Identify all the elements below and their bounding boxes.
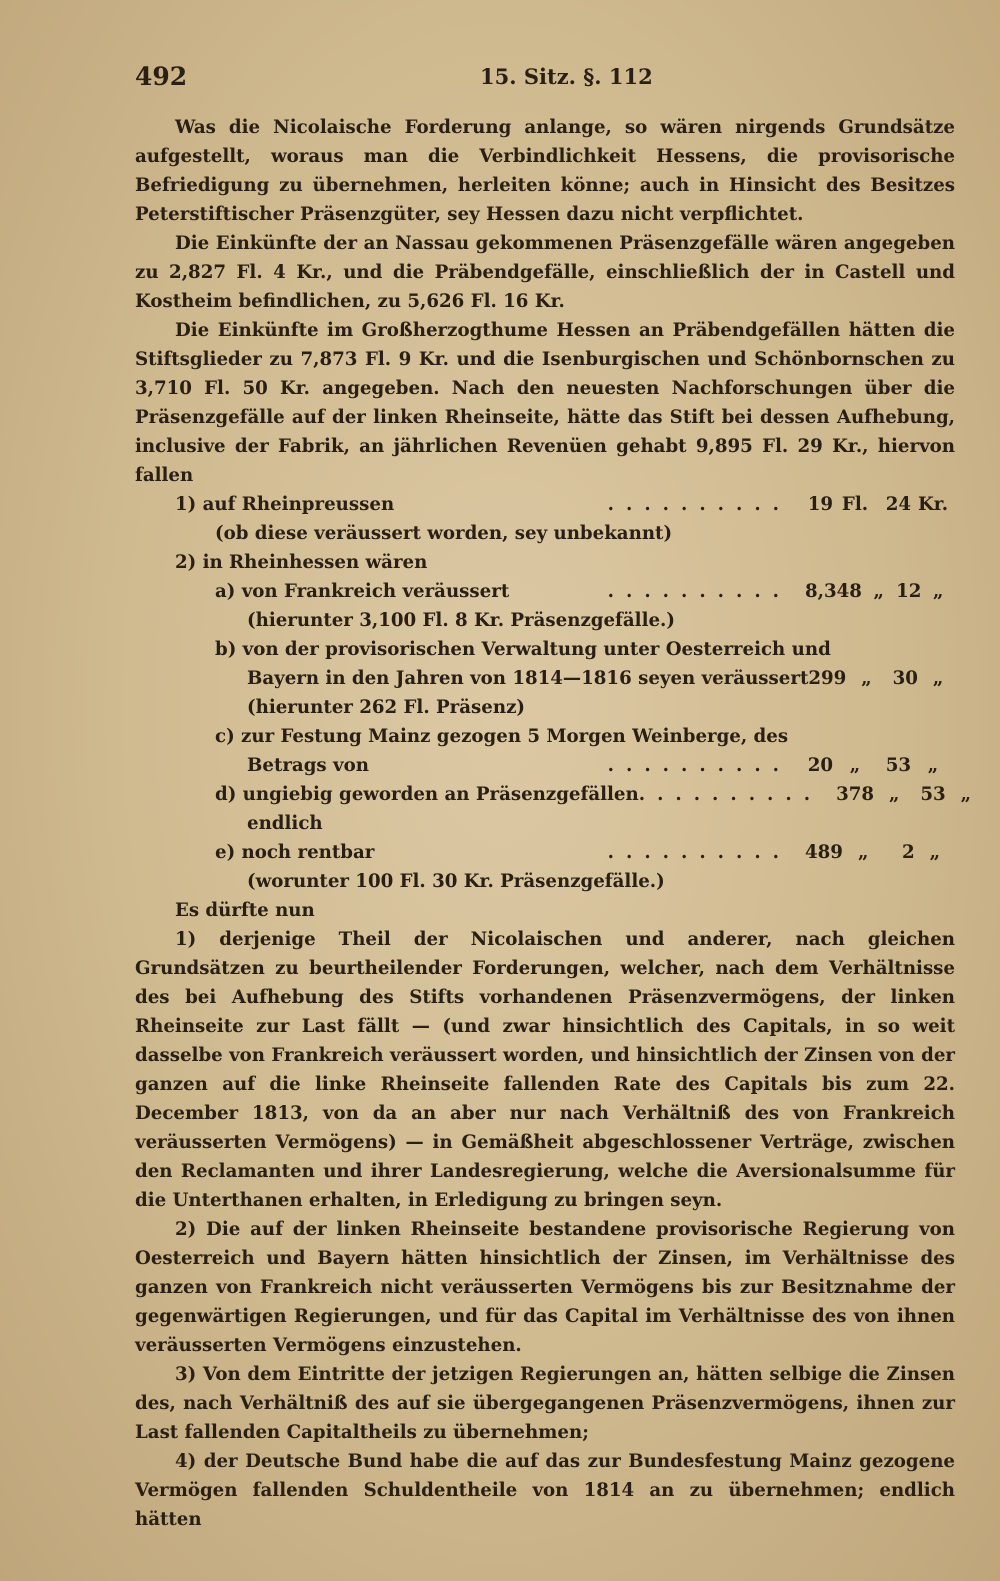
amount-subvalue: 2: [901, 842, 915, 863]
item-label: a) von Frankreich veräussert: [215, 581, 510, 602]
amount-unit: „: [857, 842, 869, 863]
closing-point-2: 2) Die auf der linken Rheinseite bestandene provisorische Regierung von Oesterreich und Bayern hätten hinsichtlich der Zinsen, im Verhältnisse des ganzen von Frankreich nicht veräusserten Vermögens bis zur Besitznahme der gegenwärtigen Regierungen, und für das Capital im Verhältnisse des von ihnen veräusserten Vermögens einzustehen.: [135, 1219, 955, 1356]
item-label: Betrags von: [247, 755, 369, 776]
amount-unit: „: [873, 581, 884, 602]
item-amount: [805, 751, 955, 780]
item-amount: [805, 838, 955, 867]
running-head: 15. Sitz. §. 112: [480, 64, 653, 89]
amount-value: 299: [808, 668, 847, 689]
amount-subvalue: 12: [896, 581, 922, 602]
closing-intro: Es dürfte nun: [175, 900, 315, 921]
body-text: [135, 113, 972, 1534]
item-label: 2) in Rheinhessen wären: [175, 552, 428, 573]
item-note: (worunter 100 Fl. 30 Kr. Präsenzgefälle.): [247, 871, 665, 892]
item-b-line1: b) von der provisorischen Verwaltung unter Oesterreich und: [215, 639, 831, 660]
amount-subvalue: 53: [920, 784, 946, 805]
amount-subunit: „: [932, 668, 944, 689]
item-rheinpreussen: [135, 490, 955, 519]
item-d: [135, 780, 972, 809]
amount-unit: „: [889, 784, 900, 805]
item-rheinhessen: [135, 548, 955, 577]
item-amount: [836, 780, 986, 809]
paragraph-hessen-income: Die Einkünfte im Großherzogthume Hessen an Präbendgefällen hätten die Stiftsglieder zu 7,873 Fl. 9 Kr. und die Isenburgischen und Schönbornschen zu 3,710 Fl. 50 Kr. angegeben. Nach den neuesten Nachforschungen über die Präsenzgefälle auf der linken Rheinseite, hätte das Stift bei dessen Aufhebung, inclusive der Fabrik, an jährlichen Revenüen gehabt 9,895 Fl. 29 Kr., hiervon fallen: [135, 320, 955, 486]
amount-unit: Fl.: [841, 494, 869, 515]
dot-leader: ..........: [607, 755, 791, 776]
dot-leader: ..........: [607, 494, 791, 515]
dot-leader: ..........: [607, 842, 791, 863]
dot-leader: ..........: [638, 784, 823, 805]
amount-subunit: „: [932, 581, 944, 602]
item-c: [135, 751, 955, 780]
amount-value: 19: [807, 494, 833, 515]
amount-subunit: Kr.: [917, 494, 949, 515]
amount-subvalue: 24: [885, 494, 911, 515]
item-note: (hierunter 3,100 Fl. 8 Kr. Präsenzgefälle.): [247, 610, 675, 631]
amount-value: 489: [805, 842, 843, 863]
amount-subvalue: 30: [892, 668, 918, 689]
closing-point-3: 3) Von dem Eintritte der jetzigen Regierungen an, hätten selbige die Zinsen des, nach Verhältniß des auf sie übergegangenen Präsenzvermögens, ihnen zur Last fallenden Capitaltheils zu übernehmen;: [135, 1364, 955, 1443]
item-e: [135, 838, 955, 867]
amount-value: 378: [836, 784, 875, 805]
amount-unit: „: [849, 755, 861, 776]
page-header: [135, 62, 955, 96]
item-a: [135, 577, 955, 606]
item-label: Bayern in den Jahren von 1814—1816 seyen veräussert: [247, 668, 809, 689]
closing-point-4: 4) der Deutsche Bund habe die auf das zur Bundesfestung Mainz gezogene Vermögen fallenden Schuldentheile von 1814 an zu übernehmen; endlich hätten: [135, 1451, 955, 1530]
page-number: 492: [135, 62, 188, 91]
item-label: 1) auf Rheinpreussen: [175, 494, 395, 515]
item-note: endlich: [247, 813, 323, 834]
item-b: [135, 664, 955, 693]
closing-point-1: 1) derjenige Theil der Nicolaischen und anderer, nach gleichen Grundsätzen zu beurtheilender Forderungen, welcher, nach dem Verhältnisse des bei Aufhebung des Stifts vorhandenen Präsenzvermögens, der linken Rheinseite zur Last fällt — (und zwar hinsichtlich des Capitals, in so weit dasselbe von Frankreich veräussert worden, und hinsichtlich der Zinsen von der ganzen auf die linke Rheinseite fallenden Rate des Capitals bis zum 22. December 1813, von da an aber nur nach Verhältniß des von Frankreich veräusserten Vermögens) — in Gemäßheit abgeschlossener Verträge, zwischen den Reclamanten und ihrer Landesregierung, welche die Aversionalsumme für die Unterthanen erhalten, in Erledigung zu bringen seyn.: [135, 929, 955, 1211]
item-c-line1: c) zur Festung Mainz gezogen 5 Morgen Weinberge, des: [215, 726, 789, 747]
amount-subunit: „: [929, 842, 941, 863]
amount-subunit: „: [960, 784, 972, 805]
item-note: (ob diese veräussert worden, sey unbekannt): [215, 523, 673, 544]
amount-subunit: „: [927, 755, 939, 776]
item-amount: [808, 664, 958, 693]
amount-unit: „: [861, 668, 872, 689]
amount-value: 20: [807, 755, 833, 776]
item-label: d) ungiebig geworden an Präsenzgefällen: [215, 784, 639, 805]
item-amount: [805, 490, 955, 519]
paragraph-nicolai-claim: Was die Nicolaische Forderung anlange, so wären nirgends Grundsätze aufgestellt, woraus man die Verbindlichkeit Hessens, die provisorische Befriedigung zu übernehmen, herleiten könne; auch in Hinsicht des Besitzes Peterstiftischer Präsenzgüter, sey Hessen dazu nicht verpflichtet.: [135, 117, 955, 225]
amount-value: 8,348: [804, 581, 862, 602]
amount-subvalue: 53: [885, 755, 911, 776]
item-note: (hierunter 262 Fl. Präsenz): [247, 697, 526, 718]
dot-leader: ..........: [607, 581, 791, 602]
paragraph-nassau-income: Die Einkünfte der an Nassau gekommenen Präsenzgefälle wären angegeben zu 2,827 Fl. 4 Kr., und die Präbendgefälle, einschließlich der in Castell und Kostheim befindlichen, zu 5,626 Fl. 16 Kr.: [135, 233, 955, 312]
item-label: e) noch rentbar: [215, 842, 375, 863]
item-amount: [805, 577, 955, 606]
